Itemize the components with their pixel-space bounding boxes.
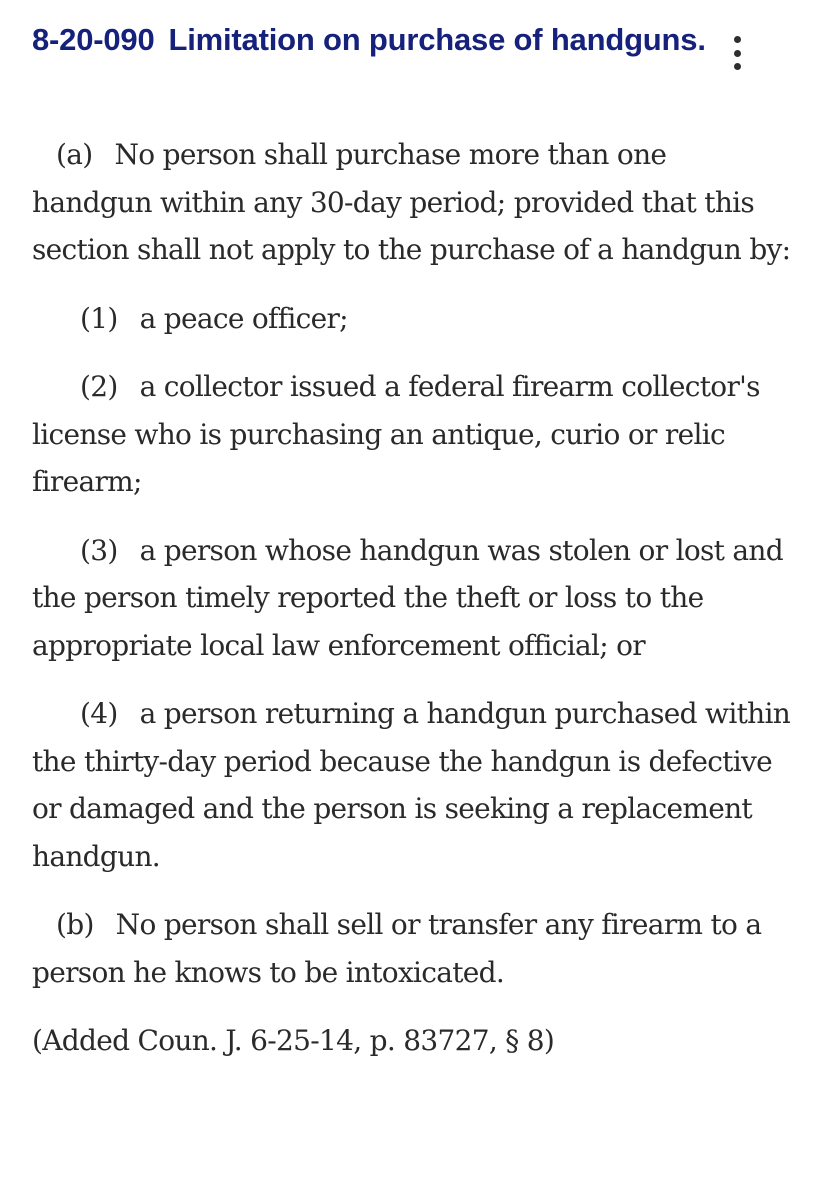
paragraph-b <box>32 901 792 996</box>
paragraph-text: a collector issued a federal firearm collector's license who is purchasing an antique, curio or relic firearm; <box>32 370 760 498</box>
paragraph-a <box>32 131 792 274</box>
section-header <box>32 16 732 64</box>
paragraph-text: a peace officer; <box>139 301 348 335</box>
history-note: (Added Coun. J. 6-25-14, p. 83727, § 8) <box>32 1024 555 1057</box>
subparagraph-4 <box>32 690 792 880</box>
subparagraph-1 <box>32 295 792 343</box>
paragraph-marker: (3) <box>80 533 118 567</box>
paragraph-text: a person returning a handgun purchased within the thirty-day period because the handgun is defective or damaged and the person is seeking a replacement handgun. <box>32 697 791 873</box>
paragraph-marker: (1) <box>80 301 118 335</box>
more-vertical-icon-dot-2 <box>734 50 741 57</box>
more-options-button[interactable] <box>722 36 752 70</box>
paragraph-text: No person shall purchase more than one handgun within any 30-day period; provided that this section shall not apply to the purchase of a handgun by: <box>32 138 791 266</box>
more-vertical-icon-dot-3 <box>734 63 741 70</box>
paragraph-text: No person shall sell or transfer any firearm to a person he knows to be intoxicated. <box>32 908 762 989</box>
section-body <box>32 131 792 1065</box>
paragraph-marker: (b) <box>56 908 94 941</box>
section-title-text: Limitation on purchase of handguns. <box>168 22 706 57</box>
section-title <box>32 16 732 64</box>
paragraph-marker: (a) <box>56 138 93 171</box>
paragraph-text: a person whose handgun was stolen or lost and the person timely reported the theft or loss to the appropriate local law enforcement official; or <box>32 533 783 662</box>
section-number: 8-20-090 <box>32 22 155 57</box>
subparagraph-3 <box>32 527 792 670</box>
paragraph-marker: (2) <box>80 370 118 403</box>
subparagraph-2 <box>32 363 792 506</box>
paragraph-marker: (4) <box>80 697 118 730</box>
more-vertical-icon <box>734 36 741 43</box>
